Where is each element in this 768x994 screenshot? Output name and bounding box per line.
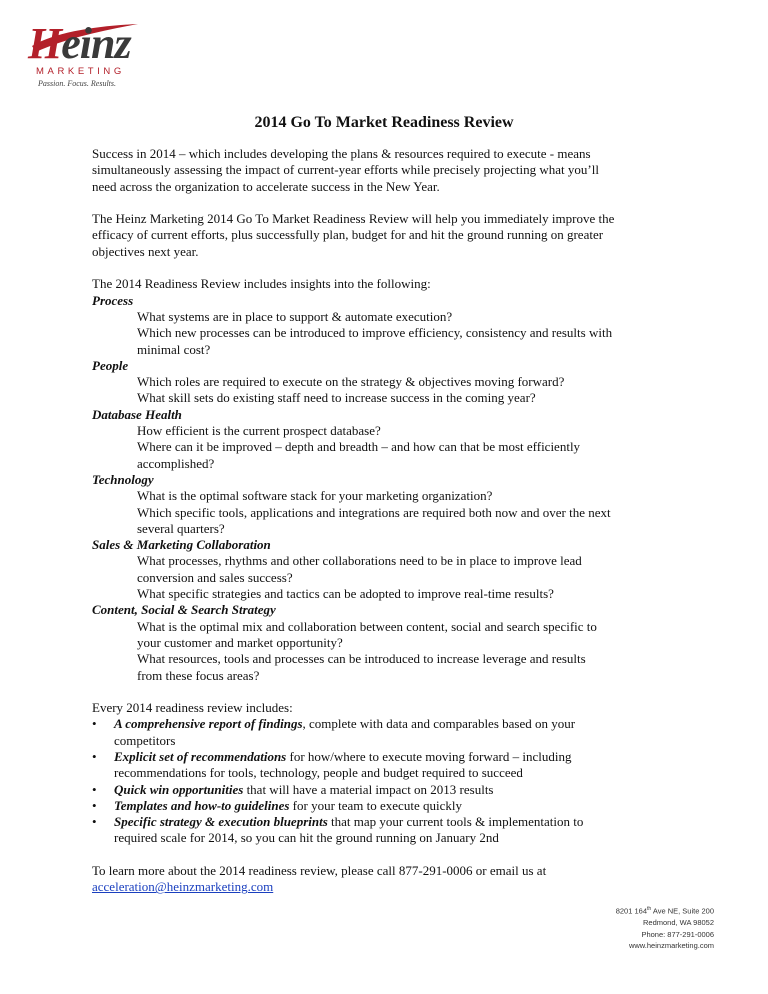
- section-question: accomplished?: [137, 455, 215, 471]
- section-question: What specific strategies and tactics can be adopted to improve real-time results?: [137, 586, 554, 602]
- section-question: conversion and sales success?: [137, 569, 293, 585]
- section-question: What systems are in place to support & automate execution?: [137, 308, 453, 324]
- section-question: from these focus areas?: [137, 667, 260, 683]
- address-city: Redmond, WA 98052: [642, 918, 714, 927]
- intro-line: Success in 2014 – which includes developing the plans & resources required to execute - means: [92, 146, 591, 161]
- heinz-logo: [26, 19, 146, 94]
- section-question: What processes, rhythms and other collaborations need to be in place to improve lead: [137, 553, 582, 569]
- help-line: objectives next year.: [92, 243, 199, 259]
- bullet-text: for your team to execute quickly: [289, 797, 462, 813]
- bullet-text-line2: recommendations for tools, technology, people and budget required to succeed: [114, 765, 523, 781]
- bullet-icon: •: [92, 781, 97, 797]
- bullet-item: [92, 798, 692, 814]
- section-title-database-health: Database Health: [92, 406, 182, 422]
- address-street: 8201 164th Ave NE, Suite 200: [615, 906, 714, 916]
- section-question: What is the optimal mix and collaboration between content, social and search specific to: [137, 618, 597, 634]
- section-title-process: Process: [92, 292, 134, 308]
- help-line: The Heinz Marketing 2014 Go To Market Readiness Review will help you immediately improve the: [92, 211, 615, 227]
- bullet-icon: •: [92, 748, 97, 764]
- section-question: What is the optimal software stack for your marketing organization?: [137, 488, 493, 504]
- bullet-icon: •: [92, 797, 97, 813]
- intro-line: simultaneously assessing the impact of current-year efforts while precisely projecting what you’ll: [92, 162, 599, 178]
- address-phone: Phone: 877-291-0006: [641, 929, 714, 939]
- bullet-text: that will have a material impact on 2013 results: [243, 781, 494, 797]
- bullet-bold: Specific strategy & execution blueprints: [114, 814, 328, 830]
- logo-wordmark: Heinz: [28, 19, 131, 68]
- section-title-sales-marketing: Sales & Marketing Collaboration: [92, 537, 271, 553]
- bullet-bold: Quick win opportunities: [114, 781, 244, 797]
- bullet-text-line2: competitors: [114, 732, 176, 748]
- includes-intro: Every 2014 readiness review includes:: [92, 700, 293, 716]
- bullet-bold: Templates and how-to guidelines: [114, 797, 290, 813]
- section-title-technology: Technology: [92, 471, 154, 487]
- bullet-icon: •: [92, 716, 97, 732]
- section-question: Which roles are required to execute on the strategy & objectives moving forward?: [137, 374, 565, 390]
- contact-line: To learn more about the 2014 readiness review, please call 877-291-0006 or email us at: [92, 863, 547, 879]
- section-question: Which new processes can be introduced to improve efficiency, consistency and results with: [137, 325, 613, 341]
- logo-marketing-text: MARKETING: [36, 66, 125, 77]
- contact-email-link[interactable]: acceleration@heinzmarketing.com: [92, 879, 274, 895]
- section-question: several quarters?: [137, 520, 225, 536]
- document-body: [92, 146, 692, 896]
- section-question: How efficient is the current prospect database?: [137, 423, 381, 439]
- bullet-icon: •: [92, 814, 97, 830]
- address-web: www.heinzmarketing.com: [628, 941, 714, 950]
- section-question: Where can it be improved – depth and breadth – and how can that be most efficiently: [137, 439, 581, 455]
- logo-tagline: Passion. Focus. Results.: [38, 79, 116, 88]
- section-title-people: People: [92, 357, 129, 373]
- section-title-content-social-search: Content, Social & Search Strategy: [92, 602, 276, 618]
- insights-intro: The 2014 Readiness Review includes insights into the following:: [92, 276, 431, 292]
- bullet-item: [92, 716, 692, 749]
- section-question: What skill sets do existing staff need to increase success in the coming year?: [137, 390, 536, 406]
- bullet-text: for how/where to execute moving forward – including: [286, 748, 572, 764]
- bullet-text-line2: required scale for 2014, so you can hit the ground running on January 2nd: [114, 830, 499, 846]
- section-question: minimal cost?: [137, 341, 211, 357]
- company-address: [616, 904, 714, 952]
- bullet-bold: A comprehensive report of findings: [114, 716, 303, 732]
- bullet-bold: Explicit set of recommendations: [114, 748, 287, 764]
- bullet-item: [92, 749, 692, 782]
- page-title: 2014 Go To Market Readiness Review: [254, 114, 514, 131]
- bullet-text: that map your current tools & implementation to: [327, 814, 584, 830]
- section-question: your customer and market opportunity?: [137, 634, 343, 650]
- intro-line: need across the organization to accelerate success in the New Year.: [92, 178, 440, 194]
- section-question: Which specific tools, applications and integrations are required both now and over the next: [137, 504, 611, 520]
- bullet-item: [92, 782, 692, 798]
- bullet-text: , complete with data and comparables based on your: [302, 716, 576, 732]
- section-question: What resources, tools and processes can be introduced to increase leverage and results: [137, 651, 586, 667]
- bullet-item: [92, 814, 692, 847]
- help-line: efficacy of current efforts, plus successfully plan, budget for and hit the ground running on greater: [92, 227, 604, 243]
